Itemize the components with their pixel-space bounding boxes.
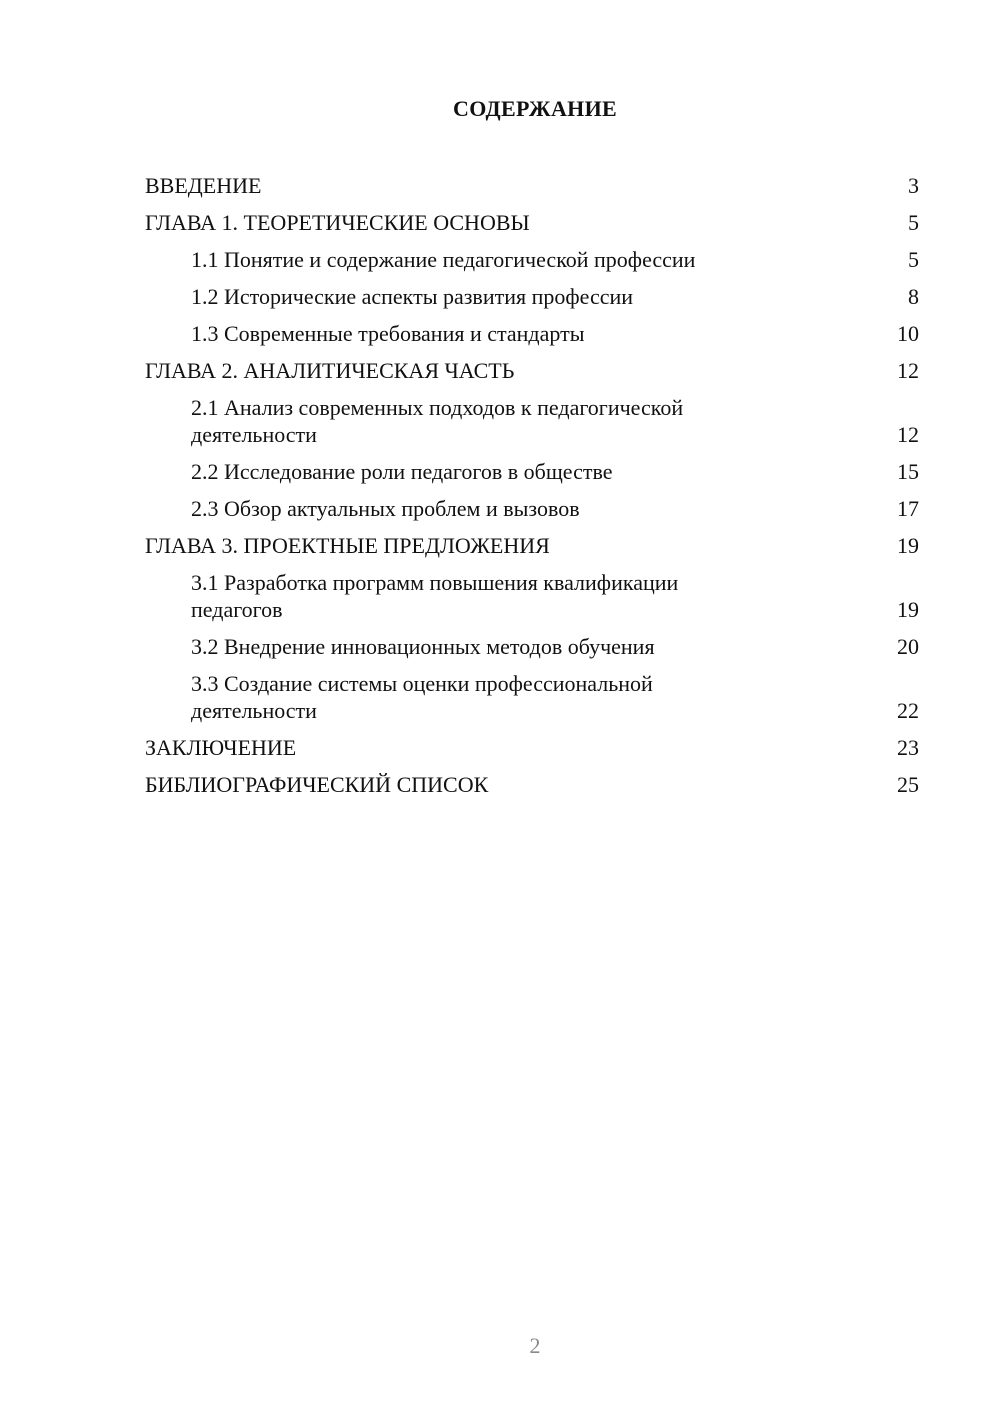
toc-entry-section-3-1[interactable]: [145, 564, 919, 628]
toc-entry-label: 1.1 Понятие и содержание педагогической профессии: [191, 247, 696, 272]
toc-entry-chapter-3[interactable]: [145, 527, 919, 564]
toc-entry-label: 2.2 Исследование роли педагогов в обществе: [191, 459, 613, 484]
page-number: 2: [529, 1333, 541, 1358]
toc-entry-label: ГЛАВА 3. ПРОЕКТНЫЕ ПРЕДЛОЖЕНИЯ: [145, 533, 550, 558]
toc-entry-page: 15: [897, 459, 919, 484]
toc-entry-page: 8: [908, 284, 919, 309]
toc-entry-label: ГЛАВА 2. АНАЛИТИЧЕСКАЯ ЧАСТЬ: [145, 358, 515, 383]
toc-entry-conclusion[interactable]: [145, 729, 919, 766]
toc-entry-label: 3.3 Создание системы оценки профессиональной деятельности: [191, 671, 653, 723]
toc-entry-section-1-3[interactable]: [145, 315, 919, 352]
toc-entry-page: 19: [897, 597, 919, 622]
toc-entry-section-2-3[interactable]: [145, 490, 919, 527]
page-title: СОДЕРЖАНИЕ: [453, 96, 617, 121]
toc-entry-label: 1.3 Современные требования и стандарты: [191, 321, 585, 346]
toc-entry-page: 10: [897, 321, 919, 346]
toc-entry-introduction[interactable]: [145, 167, 919, 204]
toc-entry-page: 17: [897, 496, 919, 521]
toc-entry-chapter-2[interactable]: [145, 352, 919, 389]
toc-entry-label: 2.3 Обзор актуальных проблем и вызовов: [191, 496, 580, 521]
toc-entry-page: 3: [908, 173, 919, 198]
toc-entry-page: 12: [897, 422, 919, 447]
toc-entry-page: 19: [897, 533, 919, 558]
toc-entry-label: 1.2 Исторические аспекты развития профессии: [191, 284, 634, 309]
toc-entry-page: 23: [897, 735, 919, 760]
toc-entry-section-2-2[interactable]: [145, 453, 919, 490]
toc-entry-page: 20: [897, 634, 919, 659]
toc-entry-page: 25: [897, 772, 919, 797]
toc-entry-label: ЗАКЛЮЧЕНИЕ: [145, 735, 297, 760]
toc-entry-page: 12: [897, 358, 919, 383]
toc-entry-section-2-1[interactable]: [145, 389, 919, 453]
table-of-contents: [145, 167, 919, 803]
toc-entry-label: ГЛАВА 1. ТЕОРЕТИЧЕСКИЕ ОСНОВЫ: [145, 210, 530, 235]
toc-entry-label: 2.1 Анализ современных подходов к педагогической деятельности: [191, 395, 684, 447]
toc-entry-chapter-1[interactable]: [145, 204, 919, 241]
toc-entry-page: 22: [897, 698, 919, 723]
toc-entry-section-3-2[interactable]: [145, 628, 919, 665]
toc-entry-label: БИБЛИОГРАФИЧЕСКИЙ СПИСОК: [145, 772, 489, 797]
toc-entry-section-3-3[interactable]: [145, 665, 919, 729]
toc-entry-section-1-2[interactable]: [145, 278, 919, 315]
toc-entry-section-1-1[interactable]: [145, 241, 919, 278]
toc-entry-page: 5: [908, 247, 919, 272]
toc-entry-bibliography[interactable]: [145, 766, 919, 803]
toc-entry-label: 3.2 Внедрение инновационных методов обучения: [191, 634, 655, 659]
toc-entry-label: 3.1 Разработка программ повышения квалификации педагогов: [191, 570, 679, 622]
toc-entry-label: ВВЕДЕНИЕ: [145, 173, 262, 198]
toc-entry-page: 5: [908, 210, 919, 235]
